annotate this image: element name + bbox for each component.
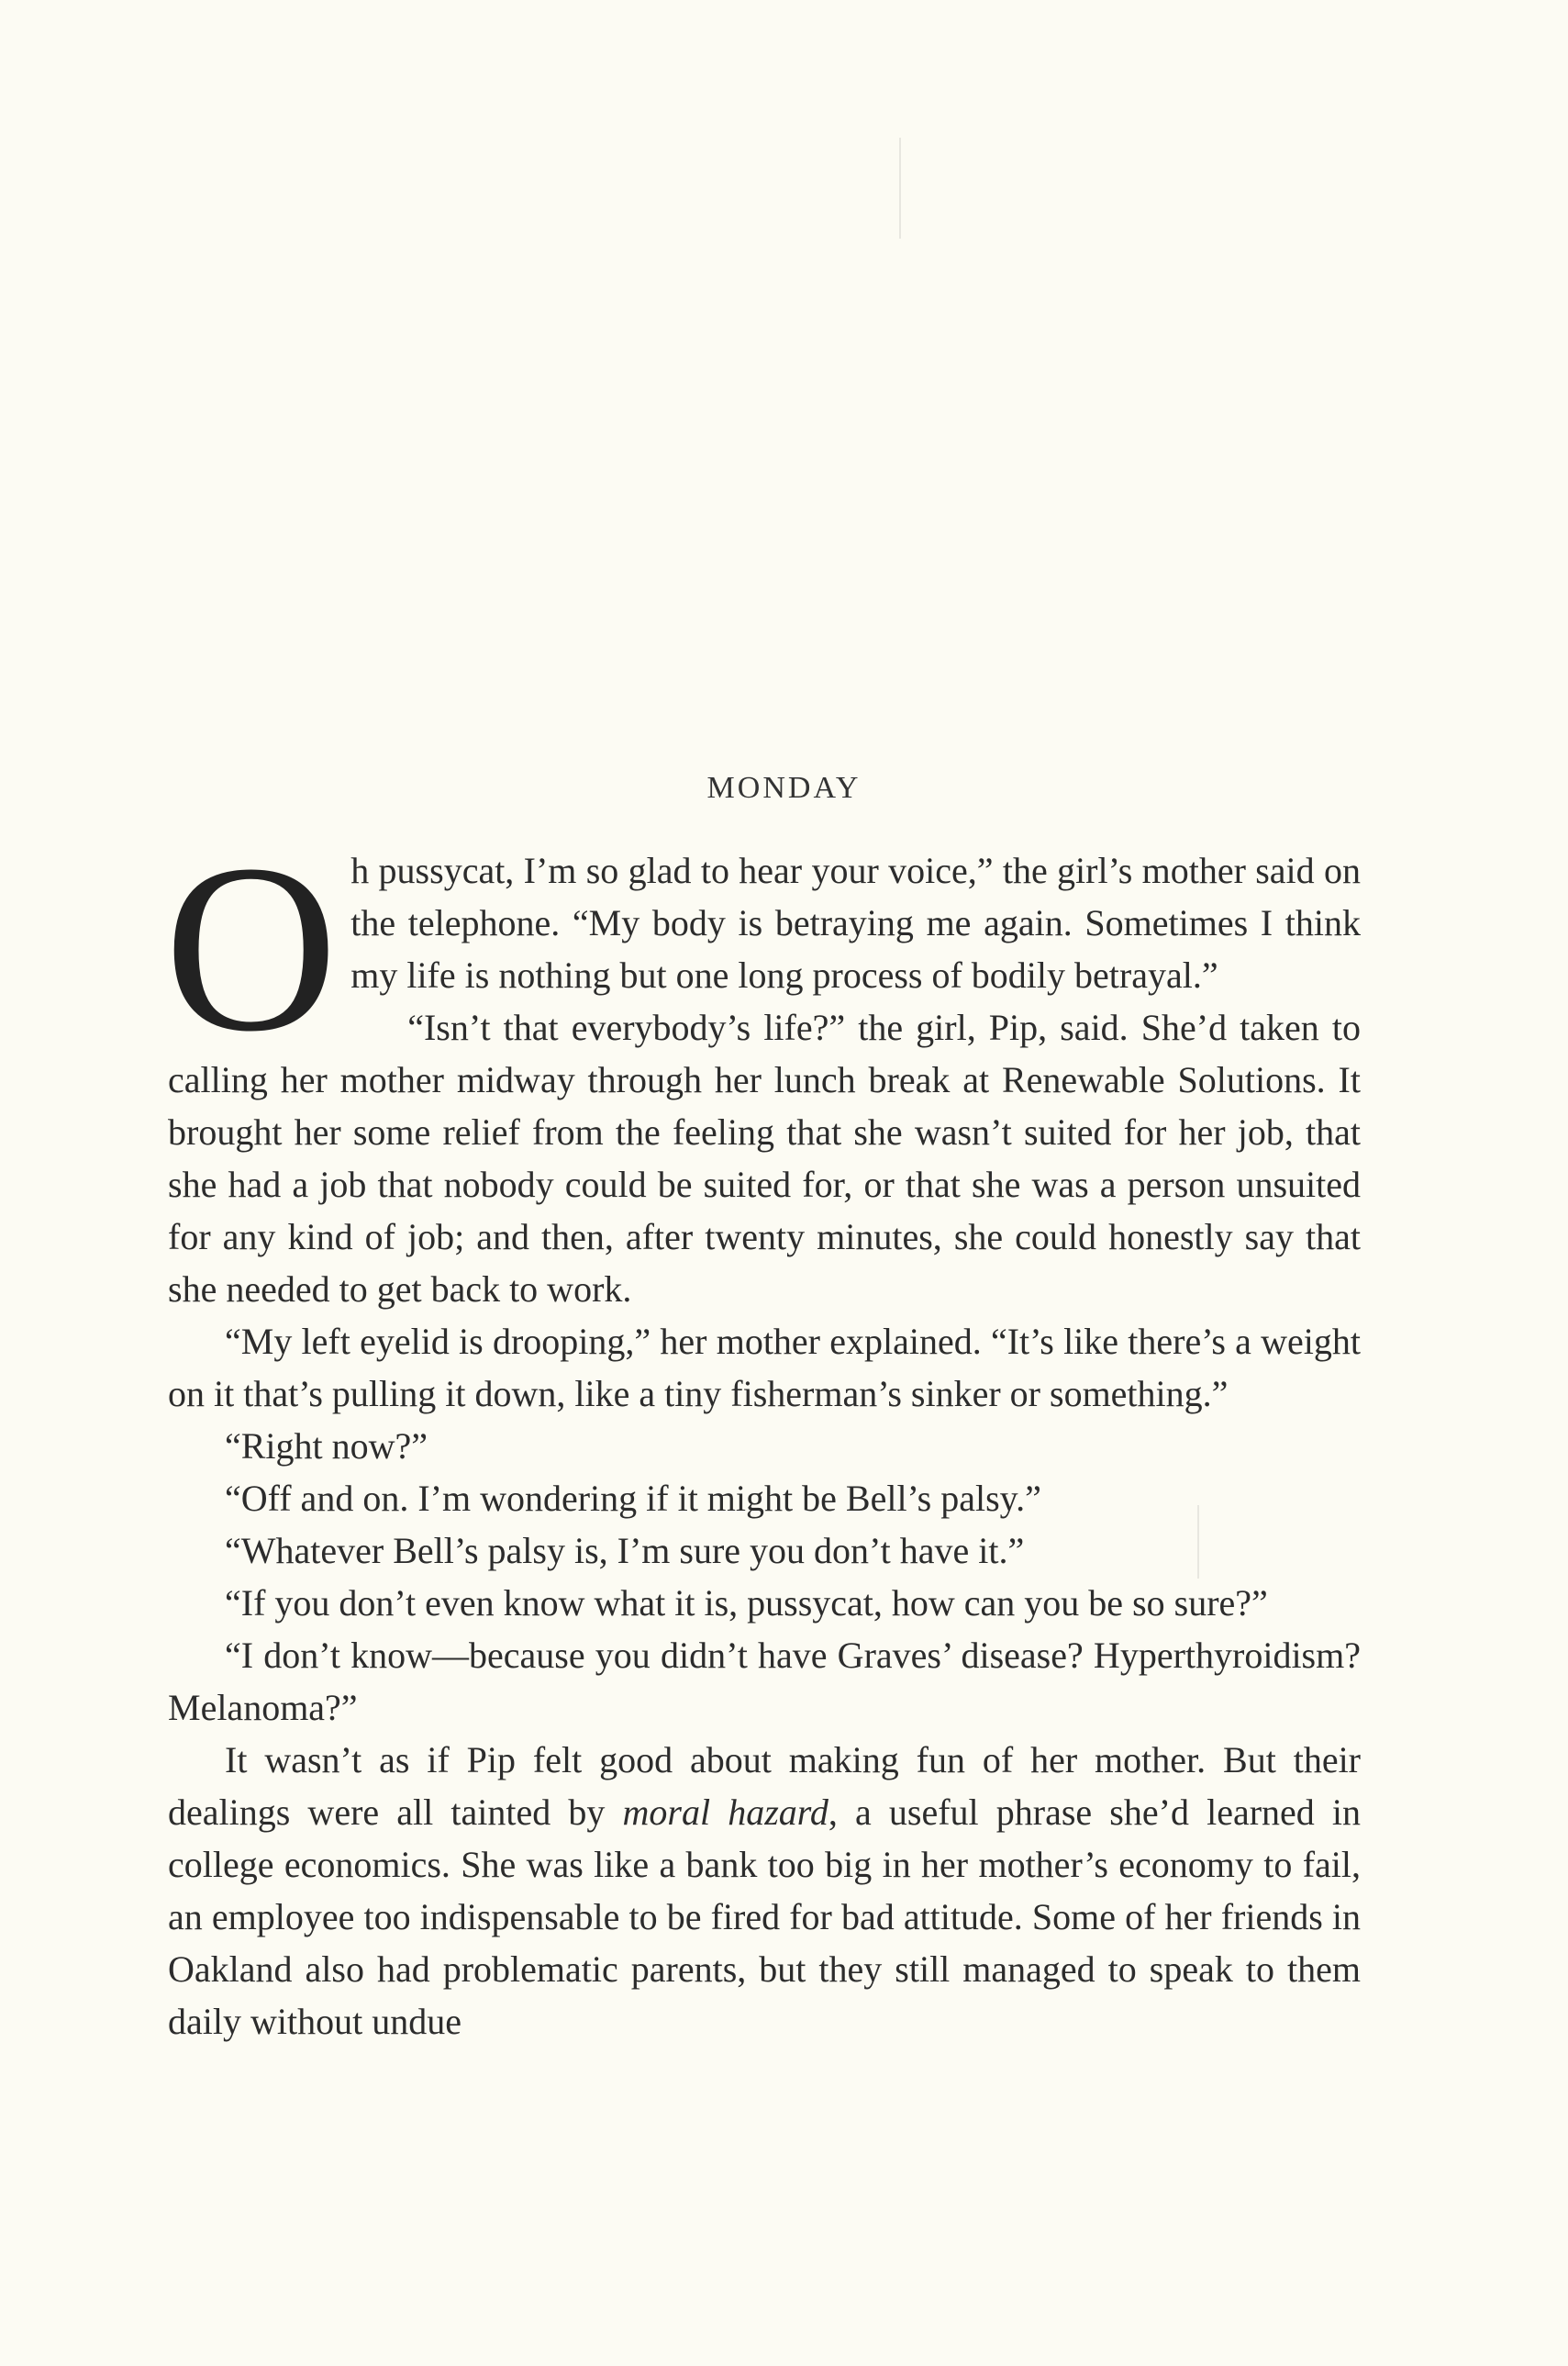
paragraph-7: “If you don’t even know what it is, pussycat, how can you be so sure?”: [225, 1582, 1268, 1624]
paragraph-3: “My left eyelid is drooping,” her mother explained. “It’s like there’s a weight on it that’s pulling it down, like a tiny fisherman’s sinker or something.”: [168, 1321, 1361, 1414]
italic-phrase: moral hazard: [622, 1791, 828, 1833]
paragraph-9-text-b: , a useful phrase she’d learned in college economics. She was like a bank too big in her mother’s economy to fail, an employee too indispensable to be fired for bad attitude. Some of her friends in Oakland also had problematic parents, but they still managed to speak to them daily without undue: [168, 1791, 1362, 2042]
drop-cap: O: [164, 815, 339, 1081]
body-text: [164, 815, 1362, 2048]
paragraph-5: “Off and on. I’m wondering if it might be Bell’s palsy.”: [225, 1478, 1041, 1519]
paragraph-8: “I don’t know—because you didn’t have Graves’ disease? Hyperthyroidism? Melanoma?”: [168, 1635, 1361, 1728]
paragraph-6: “Whatever Bell’s palsy is, I’m sure you don’t have it.”: [225, 1530, 1025, 1571]
scan-artifact: [899, 138, 901, 239]
paragraph-9-text-a: It wasn’t as if Pip felt good about making fun of her mother. But their dealings were all tainted by: [168, 1739, 1361, 1833]
paragraph-4: “Right now?”: [225, 1425, 428, 1467]
chapter-heading: MONDAY: [706, 771, 862, 805]
paragraph-1-text: h pussycat, I’m so glad to hear your voice,” the girl’s mother said on the telephone. “My body is betraying me again. Sometimes I think my life is nothing but one long process of bodily betrayal.”: [350, 850, 1361, 996]
paragraph-1: [164, 815, 1361, 1081]
paragraph-2: “Isn’t that everybody’s life?” the girl, Pip, said. She’d taken to calling her mother midway through her lunch break at Renewable Solutions. It brought her some relief from the feeling that she wasn’t suited for her job, that she had a job that nobody could be suited for, or that she was a person unsuited for any kind of job; and then, after twenty minutes, she could honestly say that she needed to get back to work.: [168, 1007, 1361, 1310]
paragraph-9: [168, 1734, 1361, 2048]
